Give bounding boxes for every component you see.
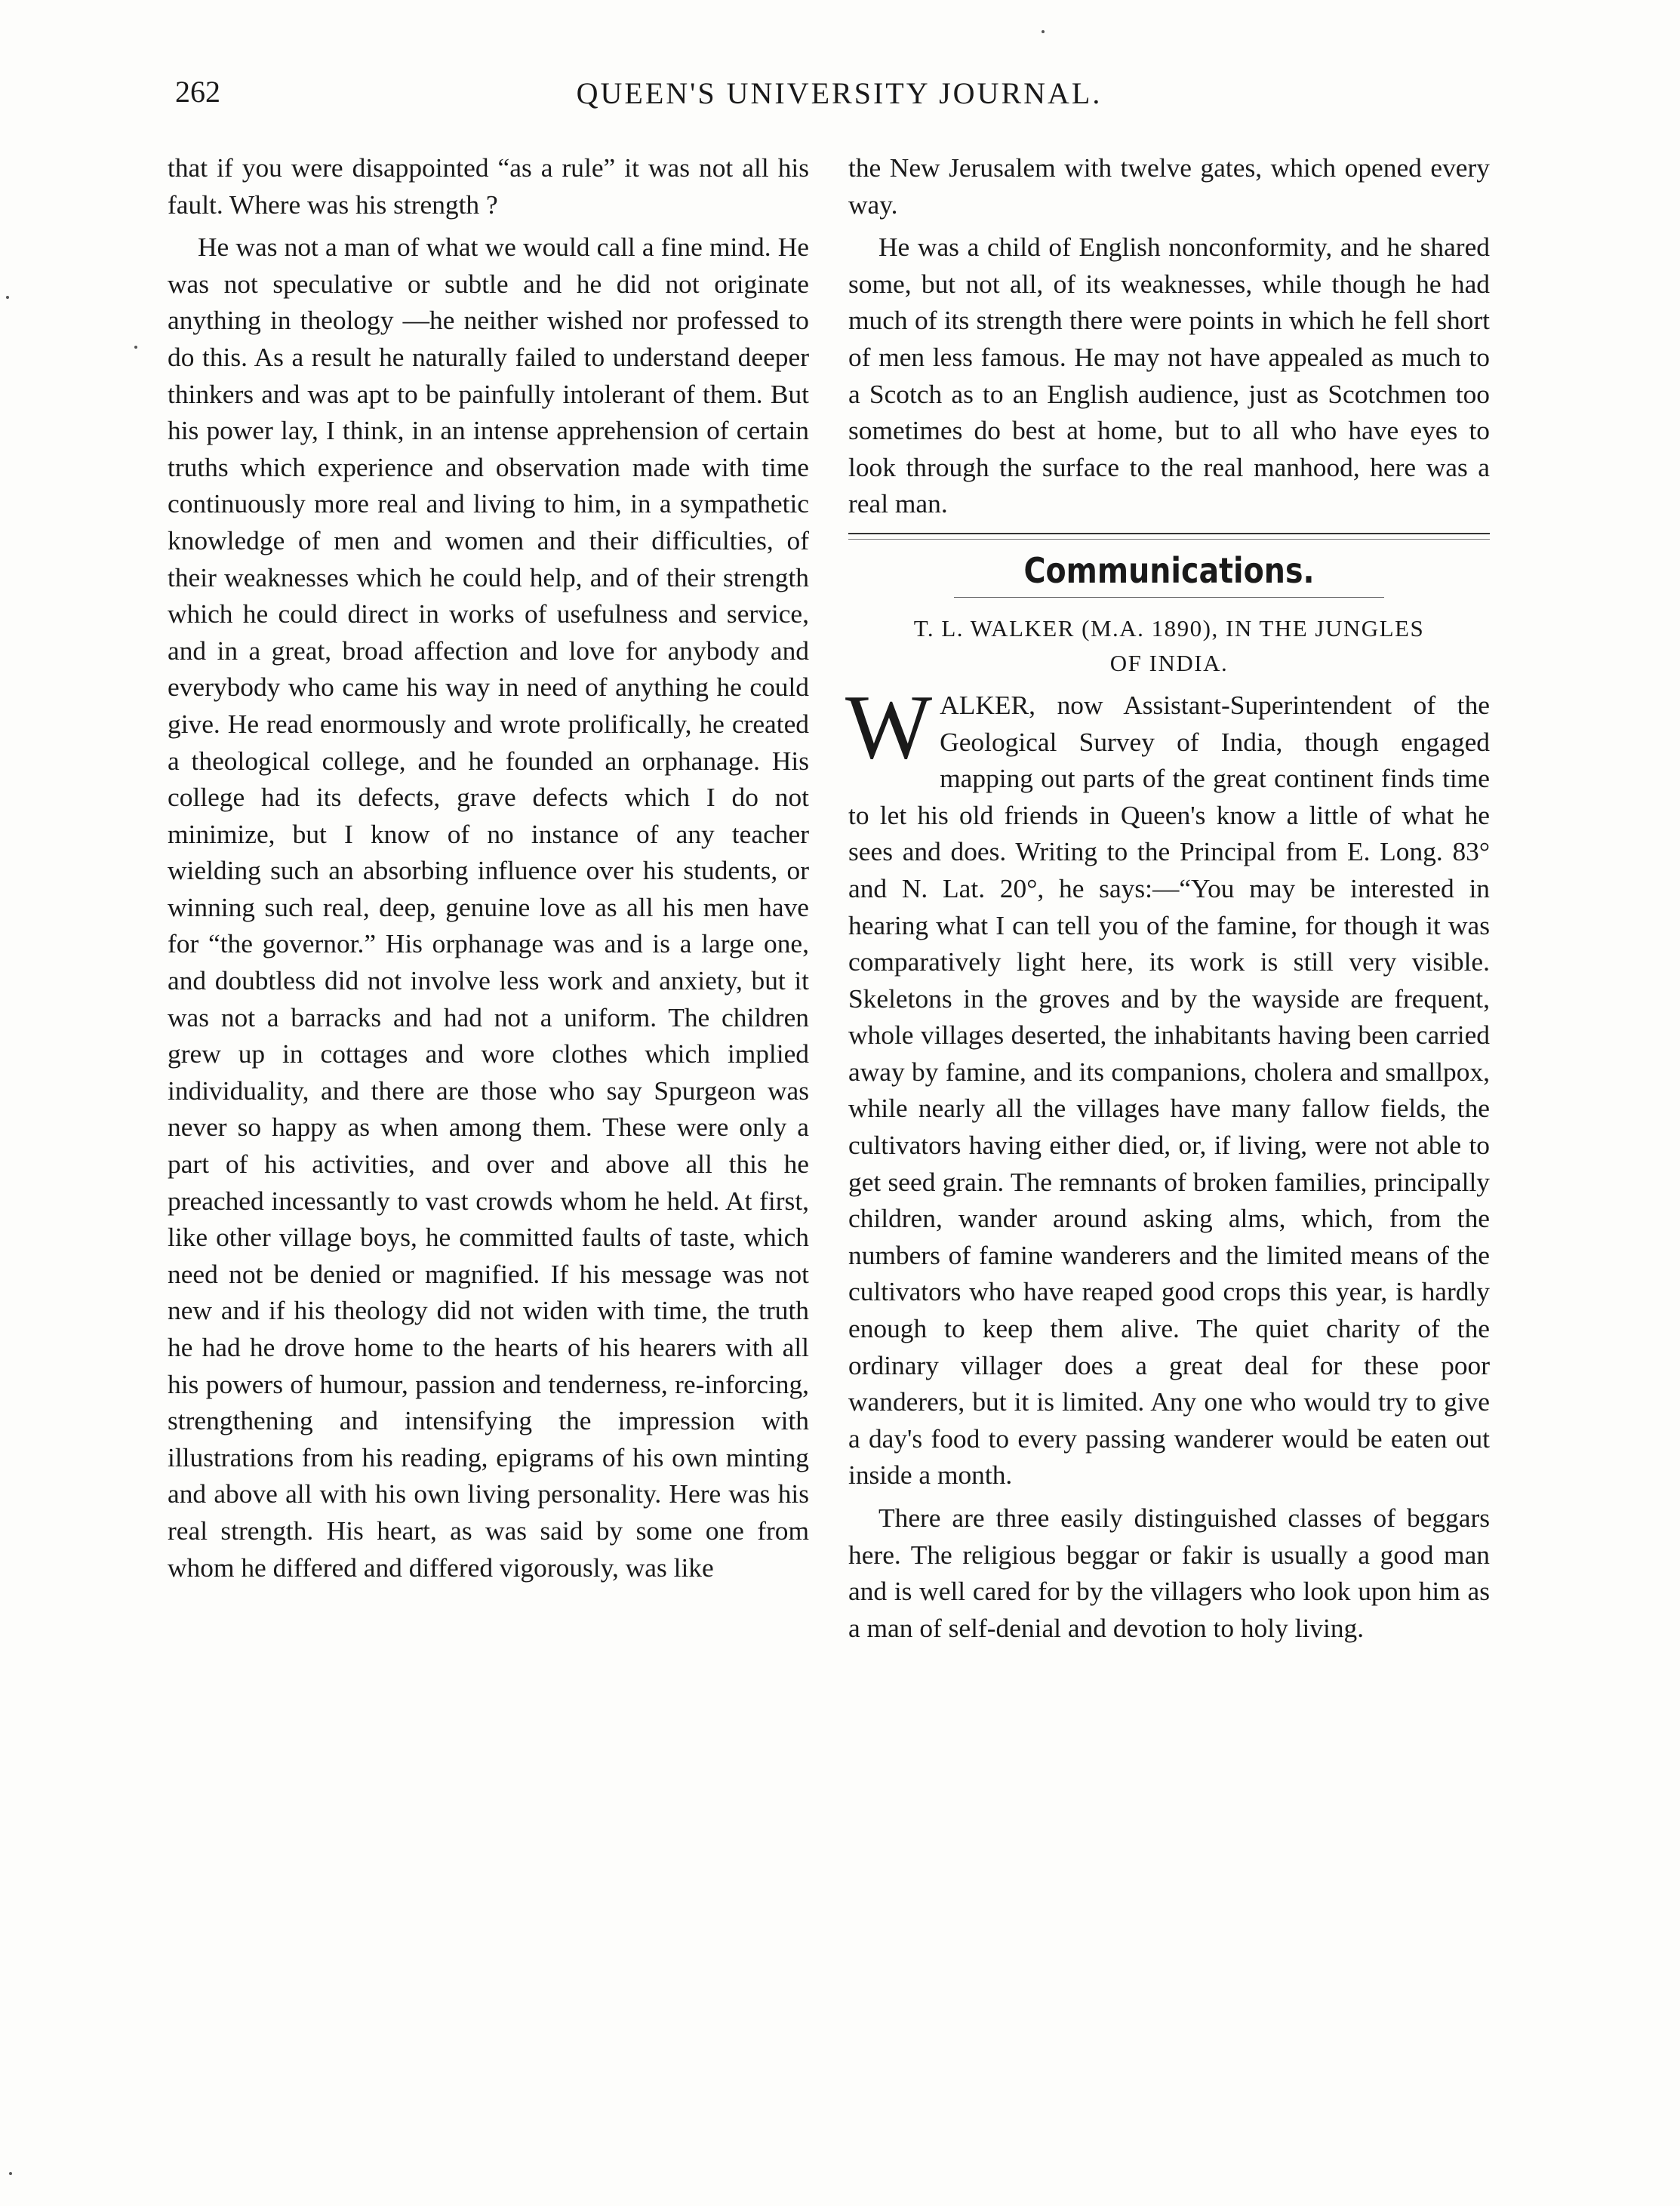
left-column (168, 149, 809, 1586)
article-paragraph-1-text: ALKER, now Assistant-Superintendent of the Geological Survey of India, though engaged mapping out parts of the great continent finds time to let his old friends in Queen's know a little of what he sees and does. Writing to the Principal from E. Long. 83° and N. Lat. 20°, he says:—“You may be interested in hearing what I can tell you of the famine, for though it was comparatively light here, its work is still very visible. Skeletons in the groves and by the wayside are frequent, whole villages deserted, the inhabitants having been carried away by famine, and its companions, cholera and smallpox, while nearly all the villages have many fallow fields, the cultivators having either died, or, if living, were not able to get seed grain. The remnants of broken families, principally children, wander around asking alms, which, from the numbers of famine wanderers and the limited means of the cultivators who have reaped good crops this year, is hardly enough to keep them alive. The quiet charity of the ordinary villager does a great deal for these poor wanderers, but it is limited. Any one who would try to give a day's food to every passing wanderer would be eaten out inside a month. (848, 689, 1490, 1491)
left-paragraph-2: He was not a man of what we would call a fine mind. He was not speculative or subtle and he did not originate anything in theology —he neither wished nor professed to do this. As a result he naturally failed to understand deeper thinkers and was apt to be painfully intolerant of them. But his power lay, I think, in an intense apprehension of certain truths which experience and observation made with time continuously more real and living to him, in a sympathetic knowledge of men and women and their difficulties, of their weaknesses which he could help, and of their strength which he could direct in works of usefulness and service, and in a great, broad affection and love for anybody and everybody who came his way in need of anything he could give. He read enormously and wrote prolifically, he created a theological college, and he founded an orphanage. His college had its defects, grave defects which I do not minimize, but I know of no instance of any teacher wielding such an absorbing influence over his students, or winning such real, deep, genuine love as all his men have for “the governor.” His orphanage was and is a large one, and doubtless did not involve less work and anxiety, but it was not a barracks and had not a uniform. The children grew up in cottages and wore clothes which implied individuality, and there are those who say Spurgeon was never so happy as when among them. These were only a part of his activities, and over and above all this he preached incessantly to vast crowds whom he held. At first, like other village boys, he committed faults of taste, which need not be denied or magnified. If his message was not new and if his theology did not widen with time, the truth he had he drove home to the hearts of his hearers with all his powers of humour, passion and tenderness, re-inforcing, strengthening and intensifying the impression with illustrations from his reading, epigrams of his own minting and above all with his own living personality. Here was his real strength. His heart, as was said by some one from whom he differed and differed vigorously, was like (168, 232, 809, 1583)
scan-speck (9, 2172, 12, 2175)
section-title: Communications. (1023, 549, 1315, 591)
article-paragraph-2: There are three easily distinguished classes of beggars here. The religious beggar or fakir is usually a good man and is well cared for by the villagers who look upon him as a man of self-denial and devotion to holy living. (848, 1503, 1490, 1643)
section-divider (848, 533, 1490, 540)
journal-title: QUEEN'S UNIVERSITY JOURNAL. (576, 76, 1103, 110)
left-paragraph-1: that if you were disappointed “as a rule” it was not all his fault. Where was his strength ? (168, 152, 809, 220)
article-heading: T. L. WALKER (M.A. 1890), IN THE JUNGLES (913, 614, 1425, 641)
right-column (845, 149, 1490, 1646)
page-header (175, 74, 1503, 127)
right-paragraph-1: the New Jerusalem with twelve gates, which opened every way. (848, 152, 1490, 220)
scan-speck (134, 346, 137, 349)
scan-speck (1042, 30, 1045, 33)
title-underline (954, 597, 1384, 598)
scan-speck (6, 296, 9, 299)
article-paragraph-1 (845, 675, 1490, 1494)
article-subheading: OF INDIA. (1109, 649, 1229, 676)
drop-cap: W (845, 675, 933, 778)
right-paragraph-2: He was a child of English nonconformity, and he shared some, but not all, of its weaknesses, while though he had much of its strength there were points in which he fell short of men less famous. He may not have appealed as much to a Scotch as to an English audience, just as Scotchmen too sometimes do best at home, but to all who have eyes to look through the surface to the real manhood, here was a real man. (848, 232, 1490, 519)
page-number: 262 (175, 75, 220, 109)
